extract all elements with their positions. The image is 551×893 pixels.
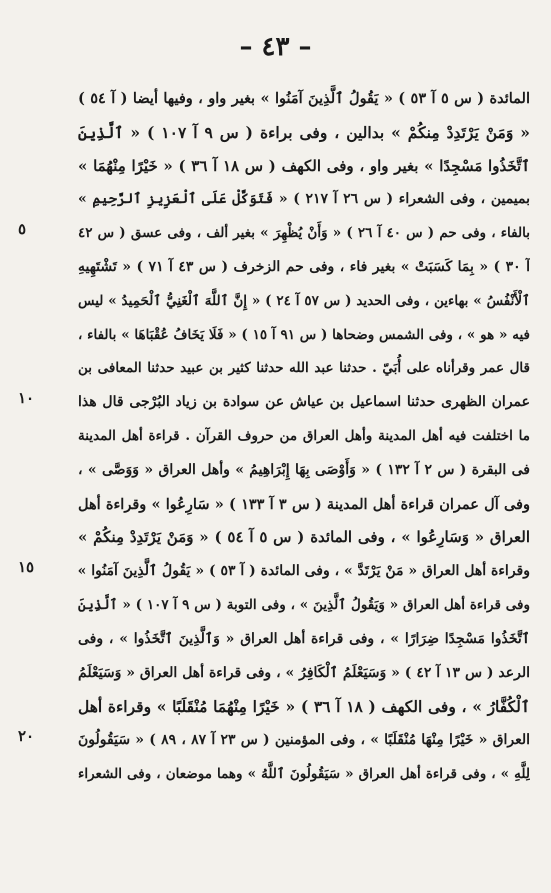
text-line: ٱتَّخَذُوا مَسْجِدًا ضِرَارًا » ، وفى قراءة أهل العراق « وَٱلَّذِينَ ٱتَّخَذُوا » ، وفى xyxy=(78,630,530,647)
text-line: وفى آل عمران قراءة أهل المدينة ( س ٣ آ ١٣٣ ) « سَارِعُوا » وقراءة أهل xyxy=(78,495,530,513)
text-line: وفى قراءة أهل العراق « وَيَقُولُ ٱلَّذِينَ » ، وفى التوبة ( س ٩ آ ١٠٧ ) « ٱلَّذِينَ xyxy=(78,596,530,613)
text-line: آ ٣٠ ) « بِمَا كَسَبَتْ » بغير فاء ، وفى حم الزخرف ( س ٤٣ آ ٧١ ) « تَشْتَهِيهِ xyxy=(78,258,530,275)
text-line: « وَمَنْ يَرْتَدِدْ مِنكُمْ » بدالين ، وفى براءة ( س ٩ آ ١٠٧ ) « ٱلَّذِينَ xyxy=(78,122,530,142)
text-line: ٱلْكُفَّارُ » ، وفى الكهف ( ١٨ آ ٣٦ ) « خَيْرًا مِنْهُمَا مُنْقَلَبًا » وقراءة أهل xyxy=(78,697,530,717)
line-number: ٥ xyxy=(18,220,27,239)
text-line: العراق « وَسَارِعُوا » ، وفى المائدة ( س ٥ آ ٥٤ ) « وَمَنْ يَرْتَدِدْ مِنكُمْ » xyxy=(78,528,530,547)
text-line: بميمين ، وفى الشعراء ( س ٢٦ آ ٢١٧ ) « فَتَوَكَّلْ عَلَى ٱلْعَزِيزِ ٱلرَّحِيمِ » xyxy=(78,191,530,208)
text-line: قال عمر وقرأناه على أُبَيّ . حدثنا عبد الله حدثنا كثير بن عبيد حدثنا المعافى بن xyxy=(78,360,530,377)
line-number: ١٥ xyxy=(18,558,35,577)
text-line: ما اختلفت فيه أهل المدينة وأهل العراق من حروف القرآن . قراءة أهل المدينة xyxy=(78,427,530,444)
text-line: المائدة ( س ٥ آ ٥٣ ) « يَقُولُ ٱلَّذِينَ آمَنُوا » بغير واو ، وفيها أيضا ( آ ٥٤ ) xyxy=(78,90,530,107)
body-text xyxy=(78,82,530,792)
text-line: فى البقرة ( س ٢ آ ١٣٢ ) « وَأَوْصَى بِهَا إِبْرَاهِيمُ » وأهل العراق « وَوَصَّى » ، xyxy=(78,461,530,478)
line-number: ٢٠ xyxy=(18,727,35,746)
text-line: الرعد ( س ١٣ آ ٤٢ ) « وَسَيَعْلَمُ ٱلْكَافِرُ » ، وفى قراءة أهل العراق « وَسَيَعْلَمُ xyxy=(78,664,530,681)
text-line: لِلَّهِ » ، وفى قراءة أهل العراق « سَيَقُولُونَ ٱللَّهُ » وهما موضعان ، وفى الشعراء xyxy=(78,765,530,782)
text-line: عمران الظهرى حدثنا اسماعيل بن عياش عن سوادة بن زياد البُرْجى قال هذا xyxy=(78,394,530,411)
text-line: ٱلْأَنْفُسُ » بهاءين ، وفى الحديد ( س ٥٧ آ ٢٤ ) « إِنَّ ٱللَّهَ ٱلْغَنِيُّ ٱلْحَمِيدُ » ليس xyxy=(78,292,530,309)
text-line: وقراءة أهل العراق « مَنْ يَرْتَدَّ » ، وفى المائدة ( آ ٥٣ ) « يَقُولُ ٱلَّذِينَ آمَنُوا » xyxy=(78,563,530,580)
line-number: ١٠ xyxy=(18,389,35,408)
text-line: فيه « هو » ، وفى الشمس وضحاها ( س ٩١ آ ١٥ ) « فَلَا يَخَافُ عُقْبَاهَا » بالفاء ، xyxy=(78,326,530,343)
text-line: العراق « خَيْرًا مِنْهَا مُنْقَلَبًا » ، وفى المؤمنين ( س ٢٣ آ ٨٧ ، ٨٩ ) « سَيَقُولُونَ xyxy=(78,732,530,749)
text-line: بالفاء ، وفى حم ( س ٤٠ آ ٢٦ ) « وَأَنْ يُظْهِرَ » بغير ألف ، وفى عسق ( س ٤٢ xyxy=(78,225,530,242)
text-line: ٱتَّخَذُوا مَسْجِدًا » بغير واو ، وفى الكهف ( س ١٨ آ ٣٦ ) « خَيْرًا مِنْهُمَا » xyxy=(78,156,530,175)
page-number-header: – ٤٣ – xyxy=(239,32,312,62)
